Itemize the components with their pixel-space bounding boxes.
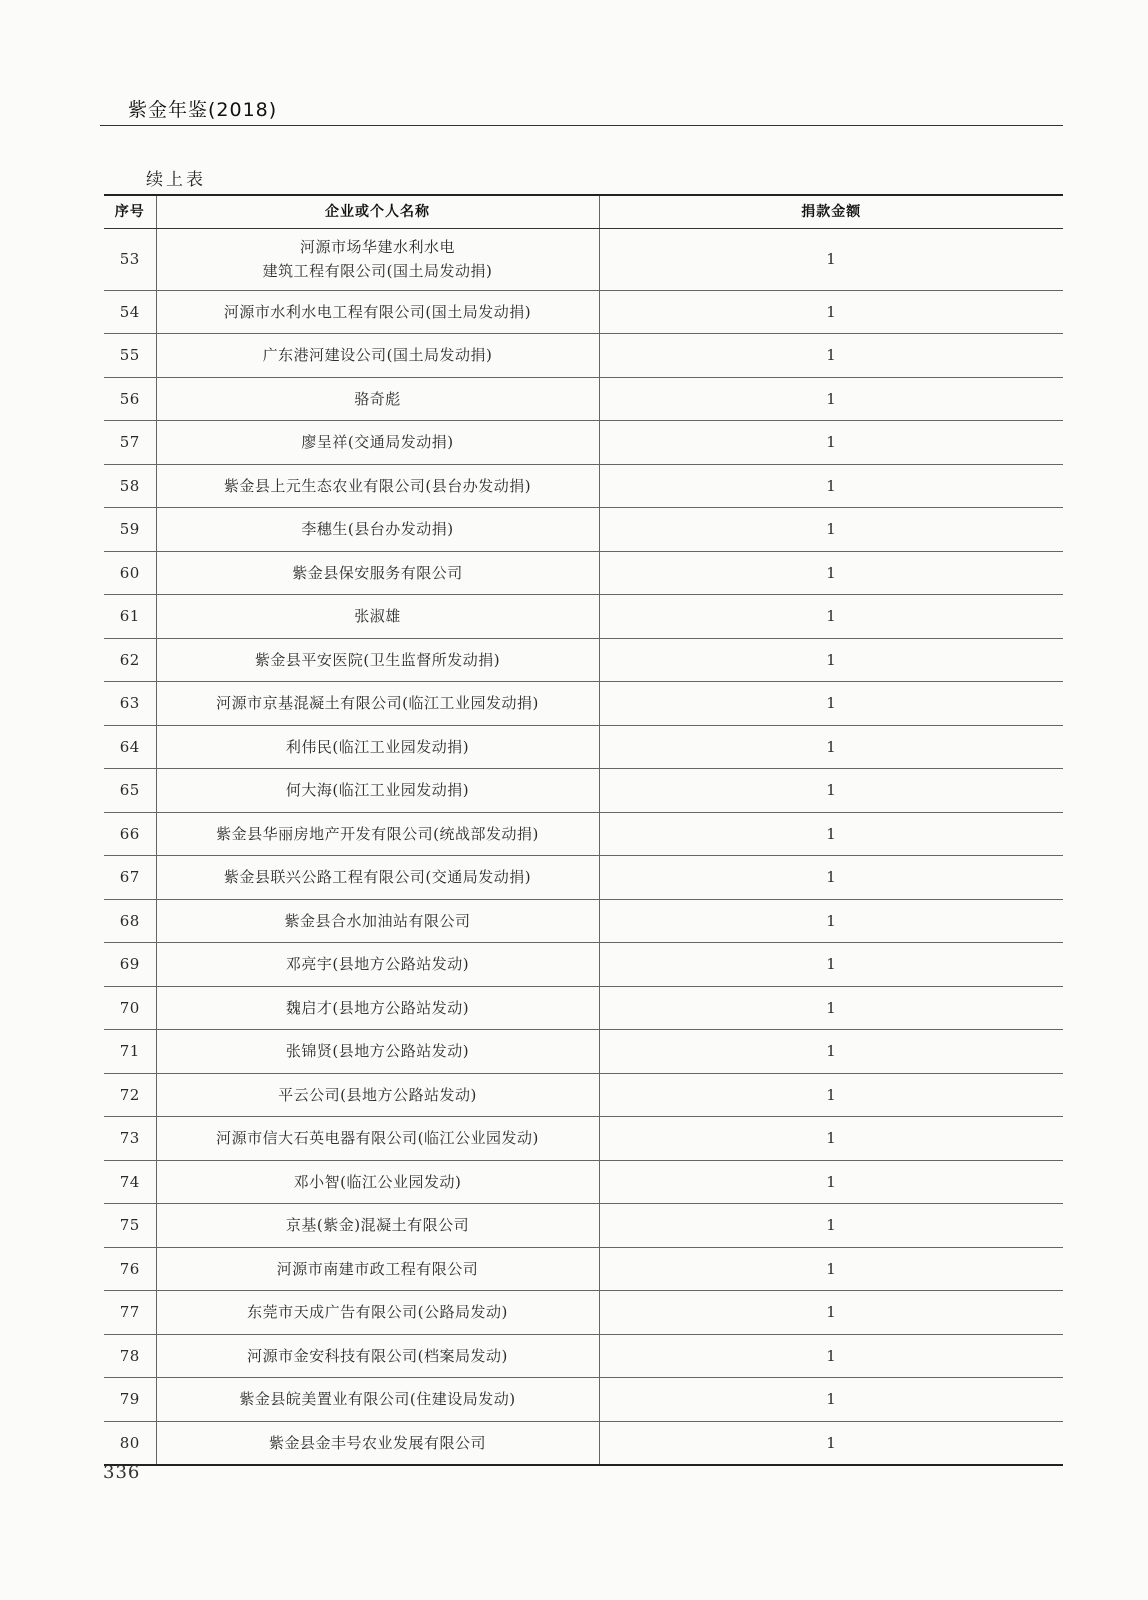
row-seq-cell: 75 — [104, 1204, 156, 1248]
row-name-line: 李穗生(县台办发动捐) — [301, 520, 454, 539]
page-header-title: 紫金年鉴(2018) — [128, 99, 278, 121]
row-name-line: 河源市南建市政工程有限公司 — [276, 1259, 479, 1278]
row-name-line: 河源市场华建水利水电 — [299, 238, 455, 256]
row-name-line: 骆奇彪 — [354, 389, 401, 408]
row-name-cell — [156, 1334, 599, 1378]
row-name-line: 河源市水利水电工程有限公司(国土局发动捐) — [223, 302, 532, 321]
row-amount-cell: 1 — [599, 421, 1063, 465]
row-name-line: 紫金县联兴公路工程有限公司(交通局发动捐) — [223, 868, 532, 887]
row-name-cell — [156, 290, 599, 334]
table-row — [104, 421, 1063, 465]
row-amount-cell: 1 — [599, 682, 1063, 726]
row-name-line: 邓亮宇(县地方公路站发动) — [285, 955, 470, 974]
row-seq-cell: 57 — [104, 421, 156, 465]
table-row — [104, 682, 1063, 726]
row-seq-cell: 77 — [104, 1291, 156, 1335]
row-name-line: 平云公司(县地方公路站发动) — [278, 1085, 477, 1104]
table-row — [104, 464, 1063, 508]
row-name-line: 紫金县华丽房地产开发有限公司(统战部发动捐) — [216, 824, 539, 843]
row-name-cell — [156, 812, 599, 856]
row-seq-cell: 74 — [104, 1160, 156, 1204]
row-name-line: 河源市信大石英电器有限公司(临江公业园发动) — [216, 1129, 539, 1148]
row-amount-cell: 1 — [599, 1247, 1063, 1291]
row-seq-cell: 72 — [104, 1073, 156, 1117]
row-seq-cell: 79 — [104, 1378, 156, 1422]
row-seq-cell: 78 — [104, 1334, 156, 1378]
row-amount-cell: 1 — [599, 943, 1063, 987]
row-seq-cell: 73 — [104, 1117, 156, 1161]
column-header-name: 企业或个人名称 — [156, 195, 599, 228]
row-name-cell — [156, 421, 599, 465]
row-name-line: 魏启才(县地方公路站发动) — [285, 998, 470, 1017]
row-name-line: 张锦贤(县地方公路站发动) — [285, 1042, 470, 1061]
row-amount-cell: 1 — [599, 1378, 1063, 1422]
row-seq-cell: 64 — [104, 725, 156, 769]
row-seq-cell: 80 — [104, 1421, 156, 1465]
row-name-cell — [156, 725, 599, 769]
row-seq-cell: 68 — [104, 899, 156, 943]
table-row — [104, 1378, 1063, 1422]
row-amount-cell: 1 — [599, 1030, 1063, 1074]
row-name-cell — [156, 1204, 599, 1248]
row-seq-cell: 54 — [104, 290, 156, 334]
table-row — [104, 551, 1063, 595]
row-amount-cell: 1 — [599, 1117, 1063, 1161]
row-amount-cell: 1 — [599, 1334, 1063, 1378]
row-amount-cell: 1 — [599, 1204, 1063, 1248]
row-name-line: 利伟民(临江工业园发动捐) — [285, 737, 470, 756]
row-amount-cell: 1 — [599, 1291, 1063, 1335]
row-amount-cell: 1 — [599, 1421, 1063, 1465]
row-amount-cell: 1 — [599, 595, 1063, 639]
row-seq-cell: 70 — [104, 986, 156, 1030]
row-name-line: 京基(紫金)混凝土有限公司 — [285, 1216, 470, 1235]
header-divider — [100, 125, 1063, 126]
row-name-cell — [156, 682, 599, 726]
page-number: 336 — [103, 1462, 141, 1483]
table-row — [104, 1204, 1063, 1248]
table-row — [104, 638, 1063, 682]
table-row — [104, 1117, 1063, 1161]
row-amount-cell: 1 — [599, 638, 1063, 682]
table-row — [104, 595, 1063, 639]
row-seq-cell: 63 — [104, 682, 156, 726]
row-seq-cell: 62 — [104, 638, 156, 682]
row-name-cell — [156, 1378, 599, 1422]
table-row — [104, 1421, 1063, 1465]
row-name-line: 河源市京基混凝土有限公司(临江工业园发动捐) — [216, 694, 539, 713]
table-row — [104, 1073, 1063, 1117]
table-row — [104, 228, 1063, 290]
row-amount-cell: 1 — [599, 508, 1063, 552]
row-amount-cell: 1 — [599, 334, 1063, 378]
row-amount-cell: 1 — [599, 1160, 1063, 1204]
table-body — [104, 228, 1063, 1465]
row-amount-cell: 1 — [599, 725, 1063, 769]
table-row — [104, 1247, 1063, 1291]
row-name-cell — [156, 1247, 599, 1291]
row-amount-cell: 1 — [599, 812, 1063, 856]
row-amount-cell: 1 — [599, 1073, 1063, 1117]
table-row — [104, 508, 1063, 552]
row-seq-cell: 61 — [104, 595, 156, 639]
row-name-cell — [156, 228, 599, 290]
row-name-cell — [156, 1030, 599, 1074]
row-name-cell — [156, 595, 599, 639]
row-name-cell — [156, 551, 599, 595]
row-name-cell — [156, 1073, 599, 1117]
row-seq-cell: 66 — [104, 812, 156, 856]
table-row — [104, 725, 1063, 769]
row-name-line: 紫金县皖美置业有限公司(住建设局发动) — [239, 1390, 516, 1409]
row-name-cell — [156, 899, 599, 943]
row-seq-cell: 53 — [104, 228, 156, 290]
table-row — [104, 1030, 1063, 1074]
row-name-line: 紫金县合水加油站有限公司 — [284, 911, 471, 930]
row-name-line: 紫金县上元生态农业有限公司(县台办发动捐) — [223, 476, 532, 495]
row-seq-cell: 59 — [104, 508, 156, 552]
row-name-line: 东莞市天成广告有限公司(公路局发动) — [247, 1303, 508, 1322]
table-row — [104, 1334, 1063, 1378]
row-name-cell — [156, 856, 599, 900]
table-row — [104, 769, 1063, 813]
row-amount-cell: 1 — [599, 464, 1063, 508]
row-seq-cell: 69 — [104, 943, 156, 987]
row-name-line: 邓小智(临江公业园发动) — [293, 1172, 462, 1191]
row-seq-cell: 67 — [104, 856, 156, 900]
row-seq-cell: 58 — [104, 464, 156, 508]
row-seq-cell: 71 — [104, 1030, 156, 1074]
row-amount-cell: 1 — [599, 899, 1063, 943]
row-seq-cell: 60 — [104, 551, 156, 595]
row-name-line: 张淑雄 — [354, 607, 401, 626]
table-row — [104, 290, 1063, 334]
row-name-line: 廖呈祥(交通局发动捐) — [301, 433, 454, 452]
row-name-cell — [156, 1291, 599, 1335]
row-name-cell — [156, 1117, 599, 1161]
row-name-line: 广东港河建设公司(国土局发动捐) — [262, 346, 493, 365]
column-header-seq: 序号 — [104, 195, 156, 228]
table-row — [104, 334, 1063, 378]
row-name-cell — [156, 769, 599, 813]
row-name-cell — [156, 334, 599, 378]
row-seq-cell: 65 — [104, 769, 156, 813]
row-name-cell — [156, 377, 599, 421]
row-name-cell — [156, 1160, 599, 1204]
continued-label: 续上表 — [146, 170, 206, 190]
row-amount-cell: 1 — [599, 986, 1063, 1030]
row-amount-cell: 1 — [599, 856, 1063, 900]
column-header-amount: 捐款金额 — [599, 195, 1063, 228]
row-amount-cell: 1 — [599, 769, 1063, 813]
row-name-line: 紫金县保安服务有限公司 — [292, 563, 463, 582]
table-header-row — [104, 195, 1063, 228]
row-seq-cell: 76 — [104, 1247, 156, 1291]
table-row — [104, 943, 1063, 987]
table-row — [104, 377, 1063, 421]
row-name-line: 紫金县金丰号农业发展有限公司 — [268, 1433, 486, 1452]
row-seq-cell: 56 — [104, 377, 156, 421]
table-row — [104, 899, 1063, 943]
row-name-cell — [156, 943, 599, 987]
row-name-line: 建筑工程有限公司(国土局发动捐) — [262, 262, 493, 280]
row-name-line: 河源市金安科技有限公司(档案局发动) — [247, 1346, 508, 1365]
table-row — [104, 1291, 1063, 1335]
table-row — [104, 986, 1063, 1030]
row-name-cell — [156, 638, 599, 682]
table-row — [104, 856, 1063, 900]
row-amount-cell: 1 — [599, 551, 1063, 595]
row-name-cell — [156, 464, 599, 508]
donation-table — [104, 194, 1063, 1466]
row-amount-cell: 1 — [599, 377, 1063, 421]
row-amount-cell: 1 — [599, 228, 1063, 290]
row-name-cell — [156, 1421, 599, 1465]
row-name-cell — [156, 508, 599, 552]
row-name-line: 紫金县平安医院(卫生监督所发动捐) — [254, 650, 501, 669]
row-name-line: 何大海(临江工业园发动捐) — [285, 781, 470, 800]
table-row — [104, 812, 1063, 856]
table-row — [104, 1160, 1063, 1204]
row-name-cell — [156, 986, 599, 1030]
row-amount-cell: 1 — [599, 290, 1063, 334]
row-seq-cell: 55 — [104, 334, 156, 378]
